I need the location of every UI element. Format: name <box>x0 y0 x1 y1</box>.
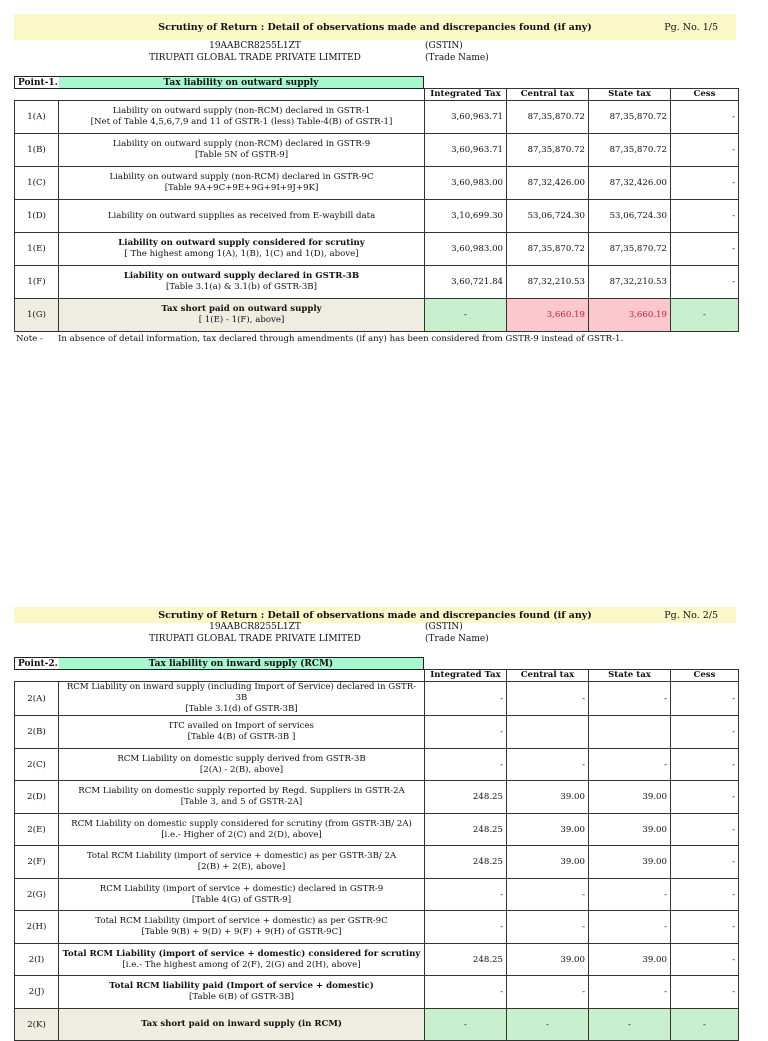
row-description <box>59 682 425 716</box>
cell-cess: - <box>671 879 739 911</box>
cell-central-tax: 87,32,210.53 <box>507 266 589 299</box>
page2-point-label: Point-2. <box>15 658 63 669</box>
cell-integrated-tax: 3,10,699.30 <box>425 200 507 233</box>
table-row <box>15 944 739 976</box>
row-description-line1: RCM Liability on inward supply (including Import of Service) declared in GSTR-3B <box>66 682 417 703</box>
row-description <box>59 266 425 299</box>
row-description <box>59 814 425 846</box>
cell-cess: - <box>671 814 739 846</box>
row-description-line1: RCM Liability (import of service + domestic) declared in GSTR-9 <box>99 883 384 894</box>
row-description <box>59 167 425 200</box>
page2-rcm-table <box>14 669 739 1041</box>
cell-state-tax: - <box>589 1009 671 1041</box>
row-id: 1(G) <box>15 299 59 332</box>
table-row <box>15 716 739 749</box>
row-description <box>59 299 425 332</box>
page1-gstin: 19AABCR8255L1ZT <box>209 41 301 51</box>
cell-central-tax: 53,06,724.30 <box>507 200 589 233</box>
cell-integrated-tax: - <box>425 976 507 1009</box>
cell-integrated-tax: - <box>425 716 507 749</box>
page1-note-text: In absence of detail information, tax declared through amendments (if any) has been considered from GSTR-9 instead of GSTR-1. <box>58 334 624 344</box>
cell-integrated-tax: 248.25 <box>425 814 507 846</box>
cell-state-tax: - <box>589 682 671 716</box>
row-description-line2: [2(B) + 2(E), above] <box>197 862 286 872</box>
table-row <box>15 134 739 167</box>
table-row <box>15 682 739 716</box>
row-description <box>59 134 425 167</box>
cell-state-tax: 87,32,426.00 <box>589 167 671 200</box>
cell-central-tax: 39.00 <box>507 814 589 846</box>
row-description <box>59 944 425 976</box>
cell-integrated-tax: 3,60,983.00 <box>425 233 507 266</box>
cell-central-tax: 39.00 <box>507 846 589 879</box>
cell-integrated-tax: - <box>425 299 507 332</box>
row-description <box>59 233 425 266</box>
row-description-line2: [ 1(E) - 1(F), above] <box>198 315 285 325</box>
page2-page-number: Pg. No. 2/5 <box>664 610 718 621</box>
row-id: 1(C) <box>15 167 59 200</box>
row-id: 2(J) <box>15 976 59 1009</box>
row-id: 1(D) <box>15 200 59 233</box>
header-central-tax: Central tax <box>507 89 589 101</box>
row-description-line2: [Table 4(B) of GSTR-3B ] <box>187 732 296 742</box>
page1-trade-name-label: (Trade Name) <box>425 53 489 63</box>
cell-cess: - <box>671 134 739 167</box>
row-description-line1: Total RCM Liability (import of service + domestic) considered for scrutiny <box>62 948 421 959</box>
header-state-tax: State tax <box>589 670 671 682</box>
page1-taxpayer-block <box>130 40 380 64</box>
cell-central-tax: - <box>507 682 589 716</box>
cell-central-tax: - <box>507 879 589 911</box>
row-description-line1: Total RCM Liability (import of service + domestic) as per GSTR-9C <box>95 916 388 926</box>
table-row <box>15 233 739 266</box>
row-id: 2(A) <box>15 682 59 716</box>
row-id: 2(C) <box>15 749 59 781</box>
cell-state-tax: - <box>589 976 671 1009</box>
table-row <box>15 266 739 299</box>
page1-point-label: Point-1. <box>15 77 63 88</box>
cell-state-tax: - <box>589 879 671 911</box>
cell-central-tax: - <box>507 1009 589 1041</box>
row-description <box>59 749 425 781</box>
table-row <box>15 167 739 200</box>
cell-cess: - <box>671 299 739 332</box>
row-description <box>59 781 425 814</box>
row-description <box>59 101 425 134</box>
cell-state-tax: 87,35,870.72 <box>589 101 671 134</box>
row-description <box>59 846 425 879</box>
cell-integrated-tax: - <box>425 682 507 716</box>
page2-point-title: Tax liability on inward supply (RCM) <box>59 658 423 669</box>
cell-cess: - <box>671 233 739 266</box>
cell-central-tax: 87,32,426.00 <box>507 167 589 200</box>
row-description-line1: Tax short paid on outward supply <box>161 304 322 314</box>
row-description <box>59 976 425 1009</box>
table-row <box>15 749 739 781</box>
row-id: 2(H) <box>15 911 59 944</box>
row-description-line2: [ The highest among 1(A), 1(B), 1(C) and 1(D), above] <box>124 249 359 259</box>
table-row <box>15 846 739 879</box>
row-description-line1: Total RCM liability paid (Import of service + domestic) <box>109 981 374 991</box>
cell-state-tax: 39.00 <box>589 781 671 814</box>
row-id: 2(B) <box>15 716 59 749</box>
cell-state-tax: 39.00 <box>589 944 671 976</box>
page2-trade-name-label: (Trade Name) <box>425 634 489 644</box>
cell-cess: - <box>671 911 739 944</box>
cell-central-tax: 87,35,870.72 <box>507 134 589 167</box>
cell-central-tax: 39.00 <box>507 781 589 814</box>
row-description-line2: [Table 9A+9C+9E+9G+9I+9J+9K] <box>164 183 319 193</box>
cell-state-tax <box>589 716 671 749</box>
cell-integrated-tax: 3,60,983.00 <box>425 167 507 200</box>
page1-note-label: Note - <box>16 334 43 344</box>
row-description-line2: [Table 4(G) of GSTR-9] <box>191 894 292 905</box>
cell-central-tax: 39.00 <box>507 944 589 976</box>
row-description-line1: Tax short paid on inward supply (in RCM) <box>141 1019 342 1029</box>
row-description-line1: RCM Liability on domestic supply derived from GSTR-3B <box>117 753 366 764</box>
row-description-line1: RCM Liability on domestic supply reported by Regd. Suppliers in GSTR-2A <box>78 786 405 796</box>
cell-central-tax: 3,660.19 <box>507 299 589 332</box>
cell-state-tax: 53,06,724.30 <box>589 200 671 233</box>
row-description-line1: Liability on outward supply considered for scrutiny <box>118 238 365 248</box>
cell-cess: - <box>671 976 739 1009</box>
cell-central-tax: - <box>507 911 589 944</box>
row-description-line1: Liability on outward supply (non-RCM) declared in GSTR-9 <box>112 139 371 149</box>
page2-header-row <box>15 670 739 682</box>
cell-central-tax: - <box>507 749 589 781</box>
row-id: 1(A) <box>15 101 59 134</box>
table-row <box>15 814 739 846</box>
header-integrated-tax: Integrated Tax <box>425 89 507 101</box>
row-description <box>59 200 425 233</box>
table-row <box>15 1009 739 1041</box>
cell-cess: - <box>671 167 739 200</box>
row-description-line2: [i.e.- Higher of 2(C) and 2(D), above] <box>161 829 322 840</box>
cell-integrated-tax: - <box>425 749 507 781</box>
cell-integrated-tax: - <box>425 911 507 944</box>
row-description-line2: [i.e.- The highest among of 2(F), 2(G) and 2(H), above] <box>122 959 361 970</box>
cell-integrated-tax: - <box>425 1009 507 1041</box>
page2-gstin-label: (GSTIN) <box>425 622 463 632</box>
row-description-line2: [Net of Table 4,5,6,7,9 and 11 of GSTR-1 (less) Table-4(B) of GSTR-1] <box>90 117 393 127</box>
row-description-line2: [2(A) - 2(B), above] <box>199 764 284 775</box>
header-central-tax: Central tax <box>507 670 589 682</box>
cell-integrated-tax: 248.25 <box>425 944 507 976</box>
page1-gstin-label: (GSTIN) <box>425 41 463 51</box>
header-integrated-tax: Integrated Tax <box>425 670 507 682</box>
row-description-line2: [Table 3, and 5 of GSTR-2A] <box>180 797 303 807</box>
cell-integrated-tax: 3,60,721.84 <box>425 266 507 299</box>
cell-state-tax: - <box>589 749 671 781</box>
cell-state-tax: 87,32,210.53 <box>589 266 671 299</box>
row-description-line2: [Table 3.1(d) of GSTR-3B] <box>185 704 298 714</box>
header-cess: Cess <box>671 89 739 101</box>
row-id: 1(E) <box>15 233 59 266</box>
cell-cess: - <box>671 944 739 976</box>
cell-integrated-tax: 248.25 <box>425 846 507 879</box>
row-description-line2: [Table 3.1(a) & 3.1(b) of GSTR-3B] <box>166 282 317 292</box>
cell-cess: - <box>671 781 739 814</box>
cell-integrated-tax: 248.25 <box>425 781 507 814</box>
row-id: 1(F) <box>15 266 59 299</box>
row-description-line2: [Table 9(B) + 9(D) + 9(F) + 9(H) of GSTR-9C] <box>141 927 342 937</box>
page1-page-number: Pg. No. 1/5 <box>664 22 718 33</box>
table-row <box>15 911 739 944</box>
page2-trade-name: TIRUPATI GLOBAL TRADE PRIVATE LIMITED <box>149 634 361 644</box>
page2-taxpayer-labels <box>425 621 489 645</box>
table-row <box>15 101 739 134</box>
row-id: 2(E) <box>15 814 59 846</box>
cell-central-tax: - <box>507 976 589 1009</box>
row-description <box>59 879 425 911</box>
page1-banner <box>14 14 736 40</box>
cell-state-tax: 87,35,870.72 <box>589 233 671 266</box>
cell-cess: - <box>671 200 739 233</box>
row-description-line1: Liability on outward supply (non-RCM) declared in GSTR-9C <box>109 172 374 182</box>
cell-integrated-tax: 3,60,963.71 <box>425 101 507 134</box>
cell-cess: - <box>671 1009 739 1041</box>
page2-taxpayer-block <box>130 621 380 645</box>
cell-state-tax: 3,660.19 <box>589 299 671 332</box>
page1-banner-title: Scrutiny of Return : Detail of observations made and discrepancies found (if any) <box>158 22 592 33</box>
table-row <box>15 781 739 814</box>
row-description-line2: [Table 6(B) of GSTR-3B] <box>189 992 294 1002</box>
page1-header-row <box>15 89 739 101</box>
page1-point-title: Tax liability on outward supply <box>59 77 423 88</box>
row-description-line1: RCM Liability on domestic supply considered for scrutiny (from GSTR-3B/ 2A) <box>71 818 412 829</box>
table-row <box>15 299 739 332</box>
row-description-line2: [Table 5N of GSTR-9] <box>194 150 289 160</box>
table-row <box>15 879 739 911</box>
row-description <box>59 1009 425 1041</box>
row-id: 2(G) <box>15 879 59 911</box>
page2-gstin: 19AABCR8255L1ZT <box>209 622 301 632</box>
cell-state-tax: - <box>589 911 671 944</box>
row-description-line1: Liability on outward supplies as received from E-waybill data <box>107 210 376 221</box>
cell-central-tax: 87,35,870.72 <box>507 101 589 134</box>
cell-cess: - <box>671 101 739 134</box>
row-description <box>59 911 425 944</box>
page1-trade-name: TIRUPATI GLOBAL TRADE PRIVATE LIMITED <box>149 53 361 63</box>
cell-cess: - <box>671 749 739 781</box>
cell-central-tax <box>507 716 589 749</box>
cell-integrated-tax: 3,60,963.71 <box>425 134 507 167</box>
row-description <box>59 716 425 749</box>
table-row <box>15 200 739 233</box>
row-description-line1: Liability on outward supply declared in GSTR-3B <box>123 271 360 281</box>
header-state-tax: State tax <box>589 89 671 101</box>
page1-taxpayer-labels <box>425 40 489 64</box>
cell-state-tax: 39.00 <box>589 814 671 846</box>
cell-cess: - <box>671 266 739 299</box>
cell-cess: - <box>671 716 739 749</box>
page2-banner-title: Scrutiny of Return : Detail of observations made and discrepancies found (if any) <box>158 610 592 621</box>
row-description-line1: ITC availed on Import of services <box>169 721 314 731</box>
row-id: 1(B) <box>15 134 59 167</box>
cell-cess: - <box>671 846 739 879</box>
table-row <box>15 976 739 1009</box>
cell-integrated-tax: - <box>425 879 507 911</box>
cell-state-tax: 39.00 <box>589 846 671 879</box>
page1-outward-table <box>14 88 739 332</box>
row-description-line1: Total RCM Liability (import of service + domestic) as per GSTR-3B/ 2A <box>86 851 397 861</box>
row-id: 2(F) <box>15 846 59 879</box>
row-id: 2(K) <box>15 1009 59 1041</box>
cell-state-tax: 87,35,870.72 <box>589 134 671 167</box>
row-id: 2(D) <box>15 781 59 814</box>
cell-central-tax: 87,35,870.72 <box>507 233 589 266</box>
cell-cess: - <box>671 682 739 716</box>
row-id: 2(I) <box>15 944 59 976</box>
row-description-line1: Liability on outward supply (non-RCM) declared in GSTR-1 <box>112 106 371 116</box>
header-cess: Cess <box>671 670 739 682</box>
